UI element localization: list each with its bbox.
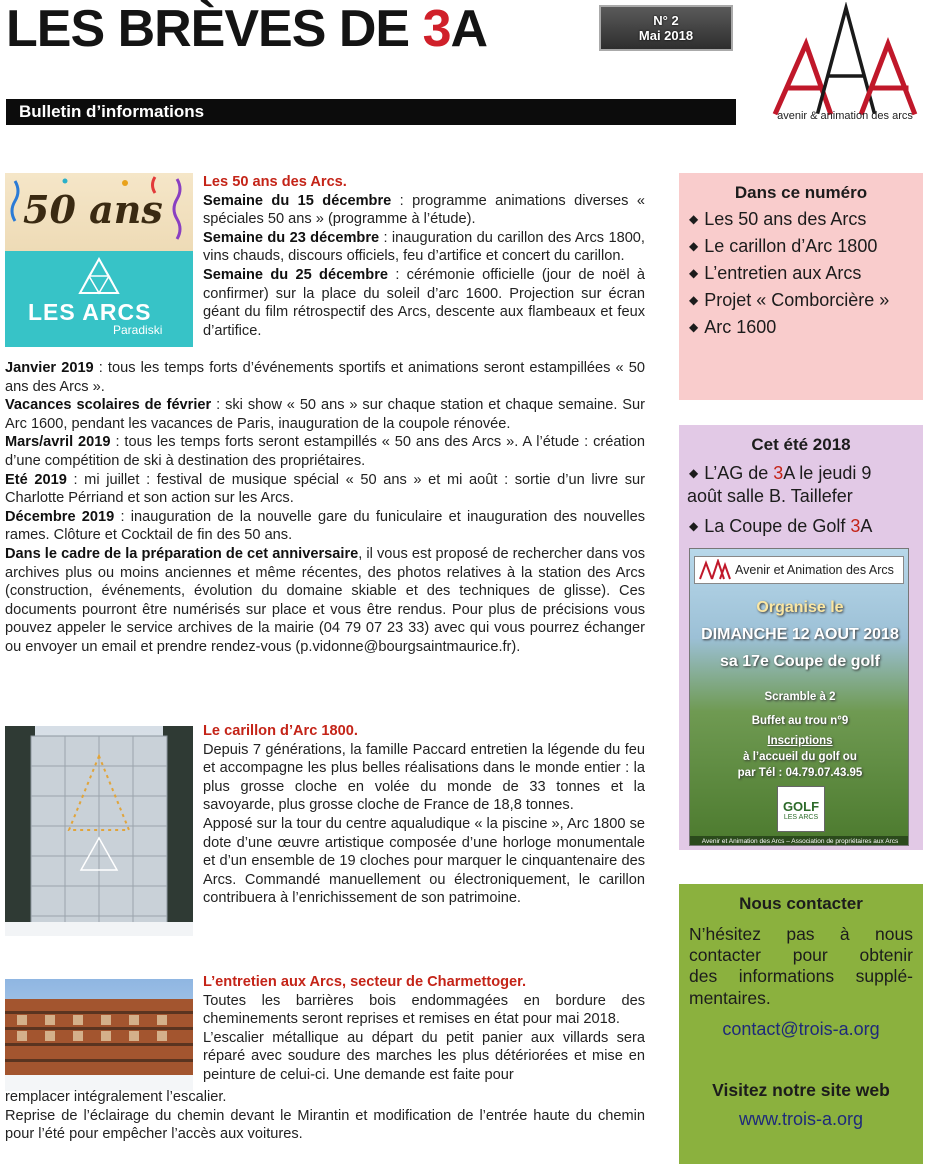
fifty-ans-text: 50 ans — [23, 187, 163, 232]
event-item: ◆ L’AG de 3A le jeudi 9 — [689, 463, 872, 483]
poster-line: Scramble à 2 — [764, 691, 836, 703]
event-item-line2: août salle B. Taillefer — [687, 486, 853, 506]
article-50-ans-top: Les 50 ans des Arcs. Semaine du 15 décembre : programme animations diverses « spéciales 50 ans » (programme à l’étude). Semaine du 23 décembre : inauguration du carillon des Arcs 1800, vins chauds, discours officiels, feu d’artifice et concert du carillon. Semaine du 25 décembre : cérémonie officielle (jour de noël à confirmer) sur la place du soleil d’arc 1600. Projection sur écran géant du film rétrospectif des Arcs, descente aux flambeaux et feux d’artifice. — [203, 174, 645, 339]
issue-number: N° 2 — [653, 13, 679, 28]
poster-footer: Avenir et Animation des Arcs – Association de propriétaires aux Arcs — [690, 836, 909, 846]
toc-item: ◆ Projet « Comborcière » — [689, 290, 890, 310]
toc-item: ◆ Arc 1600 — [689, 317, 777, 337]
contact-box — [679, 884, 923, 1164]
poster-line: sa 17e Coupe de golf — [719, 653, 881, 670]
fifty-years-image — [5, 173, 193, 347]
article-50-ans-bottom: Janvier 2019 : tous les temps forts d’événements sportifs et animations seront estampillées « 50 ans des Arcs ». Vacances scolaires de février : ski show « 50 ans » sur chaque station et chaque semaine. Sur Arc 1600, pendant les vacances de Paris, inauguration de la coupole rénovée. Mars/avril 2019 : tous les temps forts seront estampillés « 50 ans des Arcs ». A l’étude : création d’une compétition de ski à destination des propriétaires. Eté 2019 : mi juillet : festival de musique spécial « 50 ans » et mi août : sortie d’un livre sur Charlotte Pérriand et son action sur les Arcs. Décembre 2019 : inauguration de la nouvelle gare du funiculaire et inauguration des nouvelles rames. Clôture et Cocktail de fin des 50 ans. Dans le cadre de la préparation de cet anniversaire, il vous est proposé de rechercher dans vos archives plus ou moins anciennes et même récentes, des photos relatives à la station des Arcs (construction, événements, évolution du domaine skiable et des techniques de glisse). Ces documents pourront être numérisés sur place et vous être rendus. Pour plus de précisions vous pouvez appeler le service archives de la mairie (04 79 07 23 33) avec qui vous pourrez échanger ou envoyer un email et prendre rendez-vous (p.vidonne@bourgsaintmaurice.fr). — [5, 360, 646, 655]
charmettoger-building-image — [5, 979, 193, 1091]
bulletin-bar: Bulletin d’informations — [6, 99, 736, 125]
toc-item: ◆ Les 50 ans des Arcs — [689, 209, 867, 229]
contact-text-line: contacter pour obtenir — [689, 945, 913, 965]
contact-title: Nous contacter — [739, 894, 863, 913]
article-carillon: Le carillon d’Arc 1800. Depuis 7 générations, la famille Paccard entretien la légende du feu et accompagne les plus belles réalisations dans le monde entier : la plus grosse cloche en volée du monde de 33 tonnes et la savoyarde, plus grosse cloche de France de 18,8 tonnes. Apposé sur la tour du centre aqualudique « la piscine », Arc 1800 se dote d’une œuvre artistique composée d’une horloge monumentale et d’un ensemble de 19 cloches pour marquer le cinquantenaire des Arcs. Commandé manuellement ou électroniquement, le carillon contribuera à l’enrichissement de son patrimoine. — [203, 723, 645, 907]
poster-line: Inscriptions — [767, 735, 833, 747]
golf-poster — [689, 548, 909, 846]
contact-text-line: mentaires. — [689, 988, 771, 1008]
poster-line: par Tél : 04.79.07.43.95 — [737, 767, 863, 779]
les-arcs-logo-text: LES ARCS — [28, 299, 152, 325]
logo-tagline: avenir & animation des arcs — [777, 110, 913, 122]
website-link[interactable]: www.trois-a.org — [738, 1109, 864, 1129]
contact-text-line: N’hésitez pas à nous — [689, 924, 913, 944]
article-title: L’entretien aux Arcs, secteur de Charmettoger. — [203, 974, 527, 990]
aaa-logo — [770, 2, 920, 126]
contact-email-link[interactable]: contact@trois-a.org — [722, 1019, 880, 1039]
poster-header: Avenir et Animation des Arcs — [735, 563, 894, 577]
carillon-image — [5, 726, 193, 936]
newsletter-title: LES BRÈVES DE 3A — [6, 0, 488, 58]
article-entretien-continued: remplacer intégralement l’escalier. Reprise de l’éclairage du chemin devant le Mirantin et modification de l’entrée haute du chemin pour l’été pour empêcher l’accès aux voitures. — [5, 1089, 645, 1143]
poster-date: DIMANCHE 12 AOUT 2018 — [701, 626, 899, 643]
article-entretien: L’entretien aux Arcs, secteur de Charmettoger. Toutes les barrières bois endommagées en bordure des cheminements seront reprises et remises en état pour mai 2018. L’escalier métallique au départ du petit panier aux villards sera réparé avec soudure des marches les plus détériorées et mise en peinture de celui-ci. Une demande est faite pour — [203, 974, 645, 1083]
event-item: ◆ La Coupe de Golf 3A — [689, 516, 873, 536]
article-title: Les 50 ans des Arcs. — [203, 174, 347, 190]
toc-item: ◆ L’entretien aux Arcs — [689, 263, 862, 283]
issue-badge — [599, 5, 733, 51]
website-title: Visitez notre site web — [712, 1080, 890, 1100]
golf-les-arcs-logo: GOLF LES ARCS — [777, 786, 825, 832]
issue-date: Mai 2018 — [638, 28, 694, 43]
poster-line: Buffet au trou n°9 — [751, 715, 849, 727]
contact-text-line: des informations supplé- — [689, 966, 913, 986]
in-this-issue-title: Dans ce numéro — [734, 183, 868, 202]
summer-title: Cet été 2018 — [751, 435, 851, 454]
poster-line: à l’accueil du golf ou — [743, 751, 857, 763]
poster-line: Organise le — [756, 599, 844, 616]
paradiski-text: Paradiski — [113, 323, 163, 337]
article-title: Le carillon d’Arc 1800. — [203, 723, 358, 739]
toc-item: ◆ Le carillon d’Arc 1800 — [689, 236, 878, 256]
in-this-issue-box — [679, 173, 923, 400]
